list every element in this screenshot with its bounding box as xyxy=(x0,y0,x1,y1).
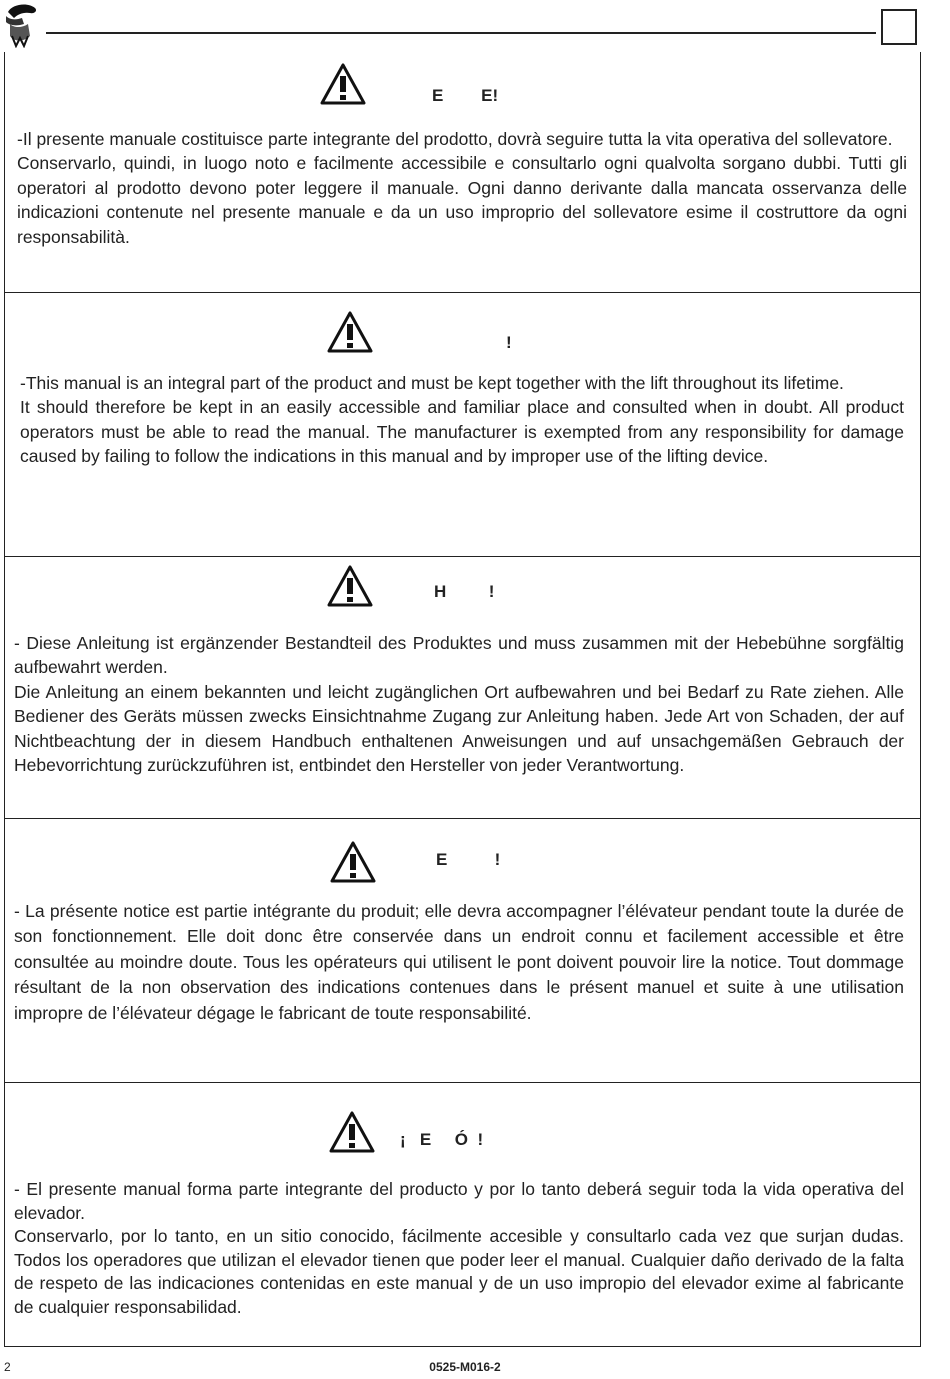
paragraph: - Diese Anleitung ist ergänzender Bestandteil des Produktes und muss zusammen mit der Hebebühne sorgfältig aufbewahrt werden. xyxy=(14,633,904,678)
section-body xyxy=(20,371,904,469)
section-heading: E ! xyxy=(436,850,501,869)
section-heading: H ! xyxy=(434,582,495,601)
warning-triangle-icon xyxy=(319,62,367,106)
section-body xyxy=(17,127,907,249)
section-body xyxy=(14,631,904,777)
section-body xyxy=(14,1178,904,1320)
section-spanish xyxy=(4,1083,921,1347)
paragraph: -Il presente manuale costituisce parte integrante del prodotto, dovrà seguire tutta la vita operativa del sollevatore. xyxy=(17,129,893,149)
paragraph: It should therefore be kept in an easily accessible and familiar place and consulted when in doubt. All product operators must be able to read the manual. The manufacturer is exempted from any responsibility for damage caused by failing to follow the indications in this manual and by improper use of the lifting device. xyxy=(20,397,904,467)
section-heading: E E! xyxy=(432,86,499,105)
section-heading: ! xyxy=(506,333,512,352)
paragraph: Conservarlo, quindi, in luogo noto e facilmente accessibile e consultarlo ogni qualvolta sorgano dubbi. Tutti gli operatori al prodotto devono poter leggere il manuale. Ogni danno derivante dalla mancata osservanza delle indicazioni contenute nel presente manuale e da un uso improprio del sollevatore esime il costruttore da ogni responsabilità. xyxy=(17,153,907,247)
paragraph: - El presente manual forma parte integrante del producto y por lo tanto deberá seguir toda la vida operativa del elevador. xyxy=(14,1179,904,1223)
section-english xyxy=(4,293,921,557)
paragraph: Die Anleitung an einem bekannten und leicht zugänglichen Ort aufbewahren und bei Bedarf zu Rate ziehen. Alle Bediener des Geräts müssen zwecks Einsichtnahme Zugang zur Anleitung haben. Jede Art von Schaden, der auf Nichtbeachtung der in diesem Handbuch enthaltenen Anweisungen und auf unsachgemäßen Gebrauch der Hebevorrichtung zurückzuführen ist, entbindet den Hersteller von jeder Verantwortung. xyxy=(14,681,904,776)
page-number: 2 xyxy=(4,1360,11,1374)
warning-triangle-icon xyxy=(328,1110,376,1154)
warning-triangle-icon xyxy=(326,310,374,354)
paragraph: - La présente notice est partie intégrante du produit; elle devra accompagner l’élévateur pendant toute la durée de son fonctionnement. Elle doit donc être conservée dans un endroit connu et facilement accessible et être consultée au moindre doute. Tous les opérateurs qui utilisent le pont doivent pouvoir lire la notice. Tout dommage résultant de la non observation des indications contenues dans le présent manuel et suite à une utilisation impropre de l’élévateur dégage le fabricant de toute responsabilité. xyxy=(14,901,904,1023)
header-page-box xyxy=(881,9,917,45)
mechanic-logo-icon xyxy=(2,2,40,48)
paragraph: -This manual is an integral part of the product and must be kept together with the lift throughout its lifetime. xyxy=(20,373,844,393)
paragraph: Conservarlo, por lo tanto, en un sitio conocido, fácilmente accesible y consultarlo cada vez que surjan dudas. Todos los operadores que utilizan el elevador tienen que poder leer el manual. Cualquier daño derivado de la falta de respeto de las indicaciones contenidas en este manual y de un uso impropio del elevador exime al fabricante de cualquier responsabilidad. xyxy=(14,1226,904,1317)
document-code: 0525-M016-2 xyxy=(429,1360,501,1374)
warning-triangle-icon xyxy=(326,564,374,608)
section-heading: ¡ E Ó ! xyxy=(400,1130,484,1149)
section-italian xyxy=(4,52,921,293)
section-french xyxy=(4,819,921,1083)
header-rule xyxy=(46,32,876,34)
warning-triangle-icon xyxy=(329,840,377,884)
section-german xyxy=(4,557,921,819)
section-body xyxy=(14,899,904,1026)
